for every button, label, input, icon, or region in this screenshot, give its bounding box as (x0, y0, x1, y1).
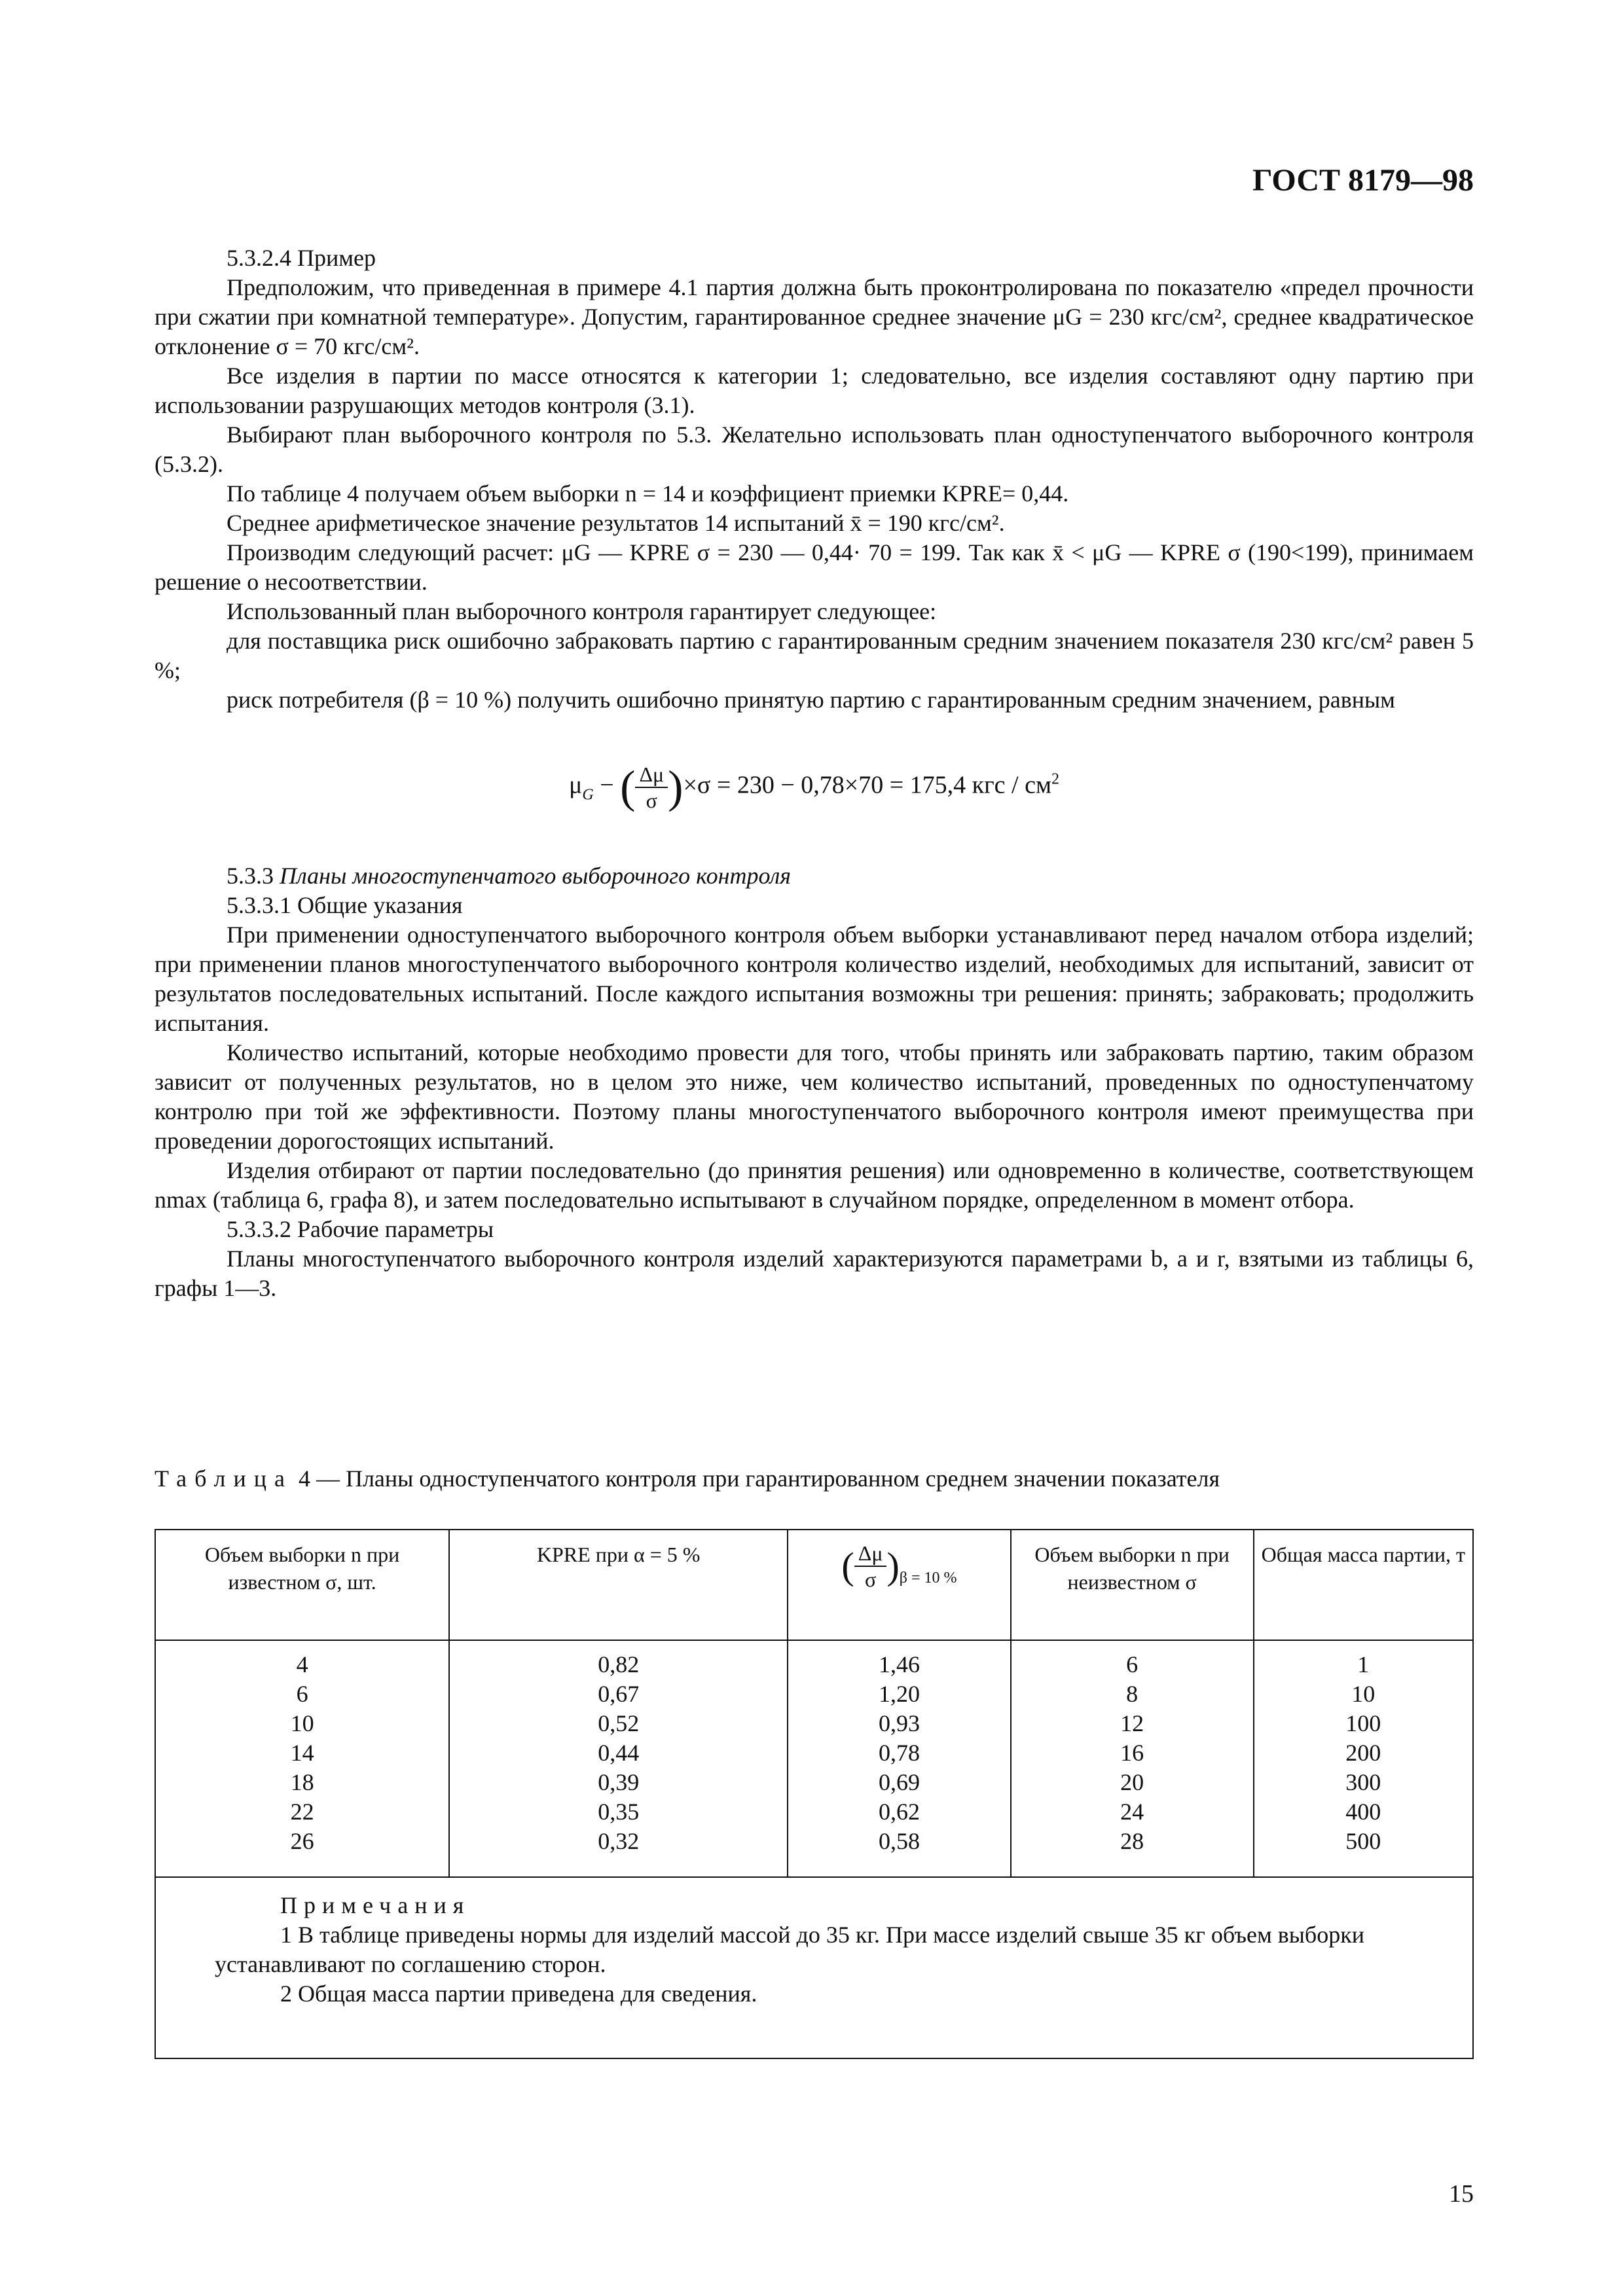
table-cell: 16 (1120, 1740, 1144, 1766)
table-notes-row (155, 1877, 1473, 2058)
table-cell: 6 (296, 1681, 308, 1707)
table-cell: 0,62 (878, 1799, 920, 1825)
table-caption-text: 4 — Планы одноступенчатого контроля при гарантированном среднем значении показателя (298, 1465, 1220, 1492)
paragraph: Изделия отбирают от партии последовательно (до принятия решения) или одновременно в количестве, соответствующем nmax (таблица 6, графа 8), и затем последовательно испытывают в случайном порядке, определенном в момент отбора. (155, 1157, 1474, 1213)
page-number: 15 (1449, 2180, 1474, 2208)
table-cell: 0,93 (878, 1710, 920, 1736)
table-cell: 100 (1345, 1710, 1381, 1736)
header-fraction (841, 1541, 957, 1592)
fraction-numerator: Δμ (635, 762, 668, 788)
table-cell: 0,35 (598, 1799, 640, 1825)
table-cell: 22 (290, 1799, 314, 1825)
table-cell: 0,82 (598, 1651, 640, 1677)
section-5-3-3-1: 5.3.3.1 Общие указания (227, 892, 463, 918)
table-data-row (155, 1640, 1473, 1877)
table-header-row (155, 1530, 1473, 1640)
fraction (635, 762, 668, 813)
column-lot-mass (1254, 1640, 1473, 1877)
fraction-subscript: β = 10 % (899, 1570, 957, 1587)
table-cell: 0,32 (598, 1828, 640, 1854)
section-number: 5.3.3 (227, 863, 274, 889)
section-5-3-2-4: 5.3.2.4 Пример (227, 245, 376, 271)
table-caption-word: Таблица (155, 1465, 293, 1492)
column-sample-unknown (1011, 1640, 1254, 1877)
table-caption (155, 1465, 1220, 1492)
table-notes (155, 1877, 1473, 2058)
table-cell: 6 (1126, 1651, 1139, 1677)
table-cell: 8 (1126, 1681, 1139, 1707)
fraction (854, 1541, 887, 1592)
header-cell: KPRE при α = 5 % (449, 1530, 788, 1640)
paragraph: Количество испытаний, которые необходимо провести для того, чтобы принять или забраковать партию, таким образом зависит от полученных результатов, но в целом это ниже, чем количество испытаний, проведенных по одноступенчатому контролю при той же эффективности. Поэтому планы многоступенчатого выборочного контроля имеют преимущества при проведении дорогостоящих испытаний. (155, 1039, 1474, 1154)
body-text (155, 243, 1474, 1303)
formula-rest-sup: 2 (1051, 770, 1060, 788)
table-cell: 400 (1345, 1799, 1381, 1825)
header-cell: Объем выборки n при неизвестном σ (1011, 1530, 1254, 1640)
note-1: 1 В таблице приведены нормы для изделий массой до 35 кг. При массе изделий свыше 35 кг объем выборки устанавливают по соглашению сторон. (215, 1922, 1364, 1977)
table-cell: 4 (296, 1651, 308, 1677)
paragraph: По таблице 4 получаем объем выборки n = 14 и коэффициент приемки KPRE= 0,44. (227, 480, 1069, 507)
table-cell: 200 (1345, 1740, 1381, 1766)
formula-mu: μ (568, 771, 583, 799)
paragraph: Среднее арифметическое значение результатов 14 испытаний x̄ = 190 кгс/см². (227, 510, 1005, 536)
document-header: ГОСТ 8179—98 (1252, 163, 1474, 198)
header-cell: Общая масса партии, т (1254, 1530, 1473, 1640)
table-cell: 1,46 (878, 1651, 920, 1677)
table-cell: 12 (1120, 1710, 1144, 1736)
formula-rest: ×σ = 230 − 0,78×70 = 175,4 кгс / см (683, 771, 1052, 799)
table-cell: 0,69 (878, 1769, 920, 1795)
paragraph: Производим следующий расчет: μG — KPRE σ = 230 — 0,44· 70 = 199. Так как x̄ < μG — KPRE σ (190<199), принимаем решение о несоответствии. (155, 539, 1474, 595)
paragraph: Предположим, что приведенная в примере 4.1 партия должна быть проконтролирована по показателю «предел прочности при сжатии при комнатной температуре». Допустим, гарантированное среднее значение μG = 230 кгс/см², среднее квадратическое отклонение σ = 70 кгс/см². (155, 274, 1474, 359)
note-2: 2 Общая масса партии приведена для сведения. (280, 1981, 757, 2007)
table-cell: 500 (1345, 1828, 1381, 1854)
table-cell: 0,39 (598, 1769, 640, 1795)
table-cell: 1 (1357, 1651, 1370, 1677)
paragraph: Все изделия в партии по массе относятся к категории 1; следовательно, все изделия составляют одну партию при использовании разрушающих методов контроля (3.1). (155, 363, 1474, 418)
fraction-denominator: σ (646, 789, 657, 812)
paragraph: для поставщика риск ошибочно забраковать партию с гарантированным средним значением показателя 230 кгс/см² равен 5 %; (155, 628, 1474, 683)
table-cell: 18 (290, 1769, 314, 1795)
formula-mu-sub: G (582, 786, 594, 804)
paren-close: ) (886, 1545, 900, 1587)
formula-minus: − (593, 771, 621, 799)
paragraph: риск потребителя (β = 10 %) получить ошибочно принятую партию с гарантированным средним значением, равным (227, 687, 1395, 713)
table-cell: 14 (290, 1740, 314, 1766)
paragraph: Использованный план выборочного контроля гарантирует следующее: (227, 598, 937, 624)
table-cell: 20 (1120, 1769, 1144, 1795)
fraction-denominator: σ (864, 1568, 877, 1591)
table-cell: 1,20 (878, 1681, 920, 1707)
paren-open: ( (841, 1545, 854, 1587)
table-cell: 0,58 (878, 1828, 920, 1854)
section-title: Планы многоступенчатого выборочного контроля (280, 863, 792, 889)
section-5-3-3-2: 5.3.3.2 Рабочие параметры (227, 1216, 494, 1242)
column-sample-known (155, 1640, 449, 1877)
table-cell: 0,67 (598, 1681, 640, 1707)
notes-title: Примечания (280, 1892, 471, 1918)
paragraph: Планы многоступенчатого выборочного контроля изделий характеризуются параметрами b, a и r, взятыми из таблицы 6, графы 1—3. (155, 1246, 1474, 1301)
table-cell: 24 (1120, 1799, 1144, 1825)
table-cell: 0,78 (878, 1740, 920, 1766)
paragraph: При применении одноступенчатого выборочного контроля объем выборки устанавливают перед началом отбора изделий; при применении планов многоступенчатого выборочного контроля количество изделий, необходимых для испытаний, зависит от результатов последовательных испытаний. После каждого испытания возможны три решения: принять; забраковать; продолжить испытания. (155, 922, 1474, 1036)
table-cell: 300 (1345, 1769, 1381, 1795)
section-5-3-3 (155, 861, 1474, 891)
table-4 (155, 1529, 1474, 2059)
table-cell: 10 (290, 1710, 314, 1736)
table-cell: 26 (290, 1828, 314, 1854)
header-cell (788, 1530, 1010, 1640)
formula (155, 762, 1474, 813)
paren-close: ) (668, 762, 684, 813)
table-cell: 10 (1351, 1681, 1376, 1707)
fraction-numerator: Δμ (854, 1541, 887, 1567)
paren-open: ( (620, 762, 636, 813)
table-cell: 0,44 (598, 1740, 640, 1766)
table-cell: 28 (1120, 1828, 1144, 1854)
column-kpre (449, 1640, 788, 1877)
paragraph: Выбирают план выборочного контроля по 5.3. Желательно использовать план одноступенчатого выборочного контроля (5.3.2). (155, 422, 1474, 477)
column-delta-mu-sigma (788, 1640, 1010, 1877)
table-cell: 0,52 (598, 1710, 640, 1736)
header-cell: Объем выборки n при известном σ, шт. (155, 1530, 449, 1640)
